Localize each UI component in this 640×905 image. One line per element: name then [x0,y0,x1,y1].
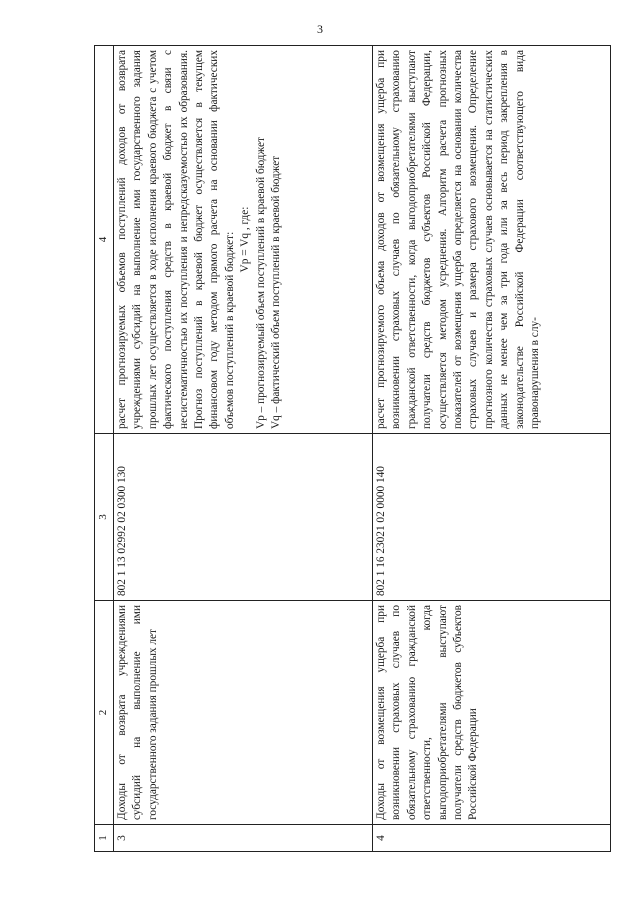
revenue-name: Доходы от возмещения ущерба при возникновении страховых случаев по обязательному страхованию гражданской ответственности, когда выгодоприобретателями выступают получатели средств бюджетов субъектов Российской Федерации [373,601,611,825]
budget-code: 802 1 16 23021 02 0000 140 [373,434,611,601]
method-text: расчет прогнозируемых объемов поступлений доходов от возврата учреждениями субсидий на выполнение ими государственного задания прошлых лет осуществляется в ходе исполнения краевого бюджета с учетом фактического поступления средств в краевой бюджет в связи с несистематичностью их поступления и непредсказуемостью их образования. Прогноз поступлений в краевой бюджет осуществляется в текущем финансовом году методом прямого расчета на основании фактических объемов поступлений в краевой бюджет: [116,50,236,429]
table-row [373,46,611,852]
page-number: 3 [317,22,323,36]
header-cell-1: 1 [95,825,114,852]
calculation-method [114,46,373,434]
budget-code: 802 1 13 02992 02 0300 130 [114,434,373,601]
rotated-table-container [94,46,606,852]
header-cell-2: 2 [95,601,114,825]
revenue-name: Доходы от возврата учреждениями субсидий на выполнение ими государственного задания прошлых лет [114,601,373,825]
formula-legend-vq: Vq – фактический объем поступлений в краевой бюджет [270,155,283,429]
table-header-row [95,46,114,852]
formula: Vp = Vq , где: [239,206,252,273]
formula-legend-vp: Vp – прогнозируемый объем поступлений в краевой бюджет [254,137,267,429]
calculation-method: расчет прогнозируемого объема доходов от возмещения ущерба при возникновении страховых случаев по обязательному страхованию гражданской ответственности, когда выгодоприобретателями выступают получатели средств бюджетов субъектов Российской Федерации, осуществляется методом усреднения. Алгоритм расчета прогнозных показателей от возмещения ущерба определяется на основании количества страховых случаев и размера страхового возмещения. Определение прогнозного количества страховых случаев основывается на статистических данных не менее чем за три года или за весь период закрепления в законодательстве Российской Федерации соответствующего вида правонарушения в слу- [373,46,611,434]
table-row [114,46,373,852]
header-cell-3: 3 [95,434,114,601]
row-number: 3 [114,825,373,852]
row-number: 4 [373,825,611,852]
revenue-methodology-table [94,45,611,852]
header-cell-4: 4 [95,46,114,434]
